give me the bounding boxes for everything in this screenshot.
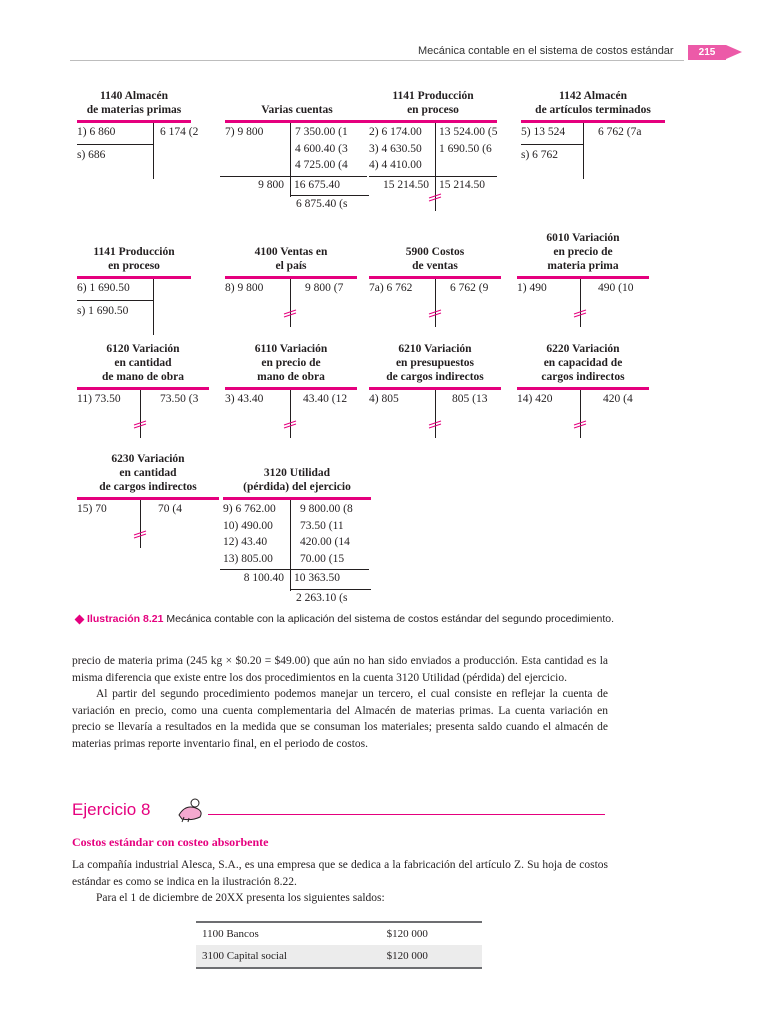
balance-rule	[290, 195, 369, 196]
account-center-rule	[580, 390, 581, 438]
debit-entry: 14) 420	[517, 393, 553, 405]
account-title	[223, 466, 371, 494]
account-center-rule	[435, 279, 436, 327]
account-center-rule	[290, 279, 291, 327]
page-tab-arrow	[726, 45, 742, 59]
account-top-rule	[77, 387, 209, 390]
account-title-line: 4100 Ventas en	[254, 246, 328, 258]
account-top-rule	[517, 276, 649, 279]
account-title-line: en cantidad	[119, 467, 177, 479]
balance-rule	[290, 589, 371, 590]
account-title	[369, 245, 501, 273]
account-title	[517, 342, 649, 384]
account-center-rule	[435, 390, 436, 438]
closing-slash-icon	[427, 308, 443, 318]
credit-entry: 73.50 (3	[160, 393, 199, 405]
debit-total: 8 100.40	[243, 572, 284, 584]
account-title-line: en precio de	[553, 246, 613, 258]
account-title-line: de ventas	[412, 260, 458, 272]
debit-entry: 7) 9 800	[225, 126, 264, 138]
account-title	[77, 452, 219, 494]
exercise-title: Ejercicio 8	[72, 800, 151, 819]
balance-entry: s) 1 690.50	[77, 304, 129, 317]
account-title-line: 6210 Variación	[398, 343, 472, 355]
credit-entry: 70.00 (15	[300, 552, 345, 565]
account-title-line: en proceso	[108, 260, 160, 272]
debit-entry: 5) 13 524	[521, 126, 566, 138]
account-center-rule	[153, 123, 154, 179]
account-top-rule	[225, 387, 357, 390]
account-title-line: de cargos indirectos	[99, 481, 197, 493]
account-title	[225, 342, 357, 384]
debit-entry: 11) 73.50	[77, 393, 121, 405]
debit-entry: 1) 490	[517, 282, 547, 294]
account-title-line: el país	[275, 260, 307, 272]
account-title-line: en proceso	[407, 104, 459, 116]
account-top-rule	[225, 120, 369, 123]
account-title-line: Varias cuentas	[261, 104, 333, 116]
account-title-line: (pérdida) del ejercicio	[243, 481, 351, 493]
account-center-rule	[580, 279, 581, 327]
page-number: 215	[688, 45, 726, 60]
account-title-line: de artículos terminados	[535, 104, 651, 116]
account-title	[369, 89, 497, 117]
closing-slash-icon	[132, 529, 148, 539]
credit-total: 16 675.40	[294, 178, 340, 191]
paragraph: La compañía industrial Alesca, S.A., es una empresa que se dedica a la fabricación del artículo Z. Su hoja de costos estándar es como se indica en la ilustración 8.22.	[72, 859, 608, 888]
debit-entry: 3) 43.40	[225, 393, 264, 405]
credit-entry: 6 762 (9	[450, 282, 489, 294]
account-title	[369, 342, 501, 384]
closing-slash-icon	[572, 308, 588, 318]
credit-total: 15 214.50	[439, 178, 485, 191]
account-title-line: de mano de obra	[101, 371, 185, 383]
debit-entry: 15) 70	[77, 503, 107, 515]
debit-total: 9 800	[258, 178, 284, 191]
debit-entry: 9) 6 762.00	[223, 503, 276, 515]
account-center-rule	[290, 390, 291, 438]
account-title-line: en capacidad de	[543, 357, 623, 369]
debit-entry: 4) 805	[369, 393, 399, 405]
closing-slash-icon	[282, 308, 298, 318]
debit-entry: 6) 1 690.50	[77, 282, 130, 294]
account-title-line: cargos indirectos	[541, 371, 625, 383]
account-title-line: en presupuestos	[395, 357, 475, 369]
account-title-line: 1141 Producción	[93, 246, 175, 258]
balance-rule	[77, 144, 153, 145]
account-center-rule	[140, 390, 141, 438]
account-title	[521, 89, 665, 117]
debit-entry: 1) 6 860	[77, 126, 116, 138]
credit-entry: 6 762 (7a	[598, 126, 642, 138]
account-top-rule	[223, 497, 371, 500]
account-center-rule	[290, 123, 291, 197]
balance-rule	[77, 300, 153, 301]
account-title-line: 1141 Producción	[392, 90, 474, 102]
account-title-line: 6220 Variación	[546, 343, 620, 355]
account-top-rule	[369, 120, 497, 123]
account-title	[77, 245, 191, 273]
debit-entry: 3) 4 630.50	[369, 142, 422, 155]
account-title-line: de cargos indirectos	[386, 371, 484, 383]
account-title-line: de materias primas	[86, 104, 182, 116]
balance-entry: s) 686	[77, 148, 106, 161]
figure-caption	[76, 613, 614, 625]
account-center-rule	[153, 279, 154, 335]
exercise-rule	[208, 814, 605, 815]
caption-label: Ilustración 8.21	[87, 613, 164, 625]
credit-entry: 4 725.00 (4	[295, 159, 348, 171]
account-title-line: 6230 Variación	[111, 453, 185, 465]
amount-cell: $120 000	[381, 922, 482, 945]
account-title	[225, 245, 357, 273]
account-title-line: 6010 Variación	[546, 232, 620, 244]
exercise-icon	[176, 797, 206, 823]
exercise-subtitle: Costos estándar con costeo absorbente	[72, 835, 269, 849]
paragraph: Para el 1 de diciembre de 20XX presenta los siguientes saldos:	[96, 892, 385, 904]
account-top-rule	[225, 276, 357, 279]
credit-entry: 420 (4	[603, 393, 633, 405]
caption-marker-icon	[75, 614, 85, 624]
account-title-line: 1140 Almacén	[99, 90, 169, 102]
paragraph: Al partir del segundo procedimiento podemos manejar un tercero, el cual consiste en reflejar la cuenta de variación en precio, como una cuenta complementaria del Almacén de materias primas. La cuenta variación en precio se llevaría a resultados en la medida que se consuman los materiales; presenta saldo cuando el almacén de materias primas reporte inventario final, en el periodo de costos.	[72, 688, 608, 750]
account-top-rule	[517, 387, 649, 390]
balance-entry: 6 875.40 (s	[296, 198, 348, 210]
credit-entry: 805 (13	[452, 393, 488, 405]
exercise-text	[72, 857, 608, 907]
table-row	[196, 922, 482, 945]
account-title	[517, 231, 649, 273]
body-text	[72, 653, 608, 752]
balance-entry: s) 6 762	[521, 148, 559, 161]
credit-entry: 4 600.40 (3	[295, 142, 348, 155]
closing-slash-icon	[572, 419, 588, 429]
account-title-line: en cantidad	[114, 357, 172, 369]
paragraph: precio de materia prima (245 kg × $0.20 = $49.00) que aún no han sido enviados a producción. Esta cantidad es la misma diferencia que existe entre los dos procedimientos en la cuenta 3120 Utilidad (pérdida) del ejercicio.	[72, 655, 608, 684]
account-top-rule	[77, 497, 219, 500]
closing-slash-icon	[427, 192, 443, 202]
account-title-line: 6110 Variación	[254, 343, 328, 355]
account-center-rule	[290, 500, 291, 591]
account-title	[77, 342, 209, 384]
account-center-rule	[583, 123, 584, 179]
header-rule	[70, 60, 684, 61]
debit-entry: 13) 805.00	[223, 552, 273, 565]
account-title-line: 3120 Utilidad	[263, 467, 331, 479]
subtotal-rule	[220, 569, 369, 570]
closing-slash-icon	[282, 419, 298, 429]
table-row	[196, 945, 482, 968]
debit-entry: 10) 490.00	[223, 519, 273, 532]
closing-slash-icon	[132, 419, 148, 429]
credit-entry: 490 (10	[598, 282, 634, 294]
credit-entry: 9 800 (7	[305, 282, 344, 294]
credit-entry: 73.50 (11	[300, 519, 344, 532]
account-top-rule	[521, 120, 665, 123]
debit-entry: 8) 9 800	[225, 282, 264, 294]
debit-entry: 12) 43.40	[223, 536, 268, 548]
subtotal-rule	[220, 176, 367, 177]
credit-entry: 6 174 (2	[160, 126, 199, 138]
credit-entry: 70 (4	[158, 503, 182, 515]
amount-cell: $120 000	[381, 945, 482, 968]
debit-entry: 4) 4 410.00	[369, 159, 422, 171]
credit-entry: 1 690.50 (6	[439, 142, 492, 155]
account-title-line: mano de obra	[257, 371, 325, 383]
account-title	[225, 103, 369, 117]
account-cell: 3100 Capital social	[196, 945, 381, 968]
credit-entry: 420.00 (14	[300, 536, 350, 548]
account-center-rule	[140, 500, 141, 548]
account-top-rule	[77, 120, 191, 123]
debit-entry: 7a) 6 762	[369, 282, 413, 294]
running-header-title: Mecánica contable en el sistema de costos estándar	[418, 45, 674, 57]
credit-entry: 43.40 (12	[303, 393, 348, 405]
caption-text: Mecánica contable con la aplicación del sistema de costos estándar del segundo procedimiento.	[166, 613, 615, 625]
credit-entry: 9 800.00 (8	[300, 503, 353, 515]
account-title-line: 1142 Almacén	[558, 90, 628, 102]
balances-table	[196, 921, 482, 969]
account-title-line: materia prima	[547, 260, 619, 272]
debit-entry: 2) 6 174.00	[369, 126, 422, 138]
subtotal-rule	[369, 176, 497, 177]
account-title-line: 5900 Costos	[405, 246, 465, 258]
account-title	[77, 89, 191, 117]
account-title-line: 6120 Variación	[106, 343, 180, 355]
credit-entry: 13 524.00 (5	[439, 126, 498, 138]
closing-slash-icon	[427, 419, 443, 429]
balance-entry: 2 263.10 (s	[296, 591, 348, 604]
debit-total: 15 214.50	[383, 178, 429, 191]
credit-total: 10 363.50	[294, 572, 340, 584]
account-top-rule	[77, 276, 191, 279]
account-cell: 1100 Bancos	[196, 922, 381, 945]
credit-entry: 7 350.00 (1	[295, 126, 348, 138]
balance-rule	[521, 144, 583, 145]
account-title-line: en precio de	[261, 357, 321, 369]
